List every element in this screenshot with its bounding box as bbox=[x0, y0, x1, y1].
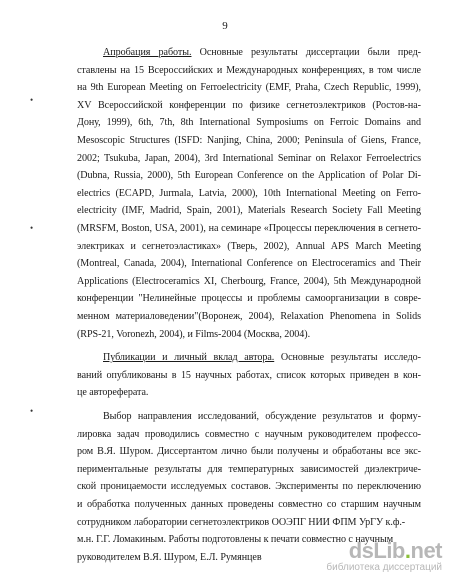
publications-line bbox=[103, 351, 421, 365]
page-number: 9 bbox=[222, 20, 228, 32]
margin-mark: • bbox=[30, 223, 34, 233]
contribution-line: лировка задач проводились совместно с научным руководителем профессо- bbox=[77, 428, 421, 440]
publications-line-text: Основные результаты исследо- bbox=[280, 352, 421, 364]
contribution-line: ской проницаемости исследуемых составов. Эксперименты по переключению bbox=[77, 481, 421, 493]
approbation-line: (Dubna, Russia, 2000), 5th European Conference on the Application of Polar Di- bbox=[77, 170, 421, 182]
approbation-line: electricity (IMF, Madrid, Spain, 2001), Materials Research Society Fall Meeting bbox=[77, 205, 421, 217]
approbation-line: XV Всероссийской конференции по физике сегнетоэлектриков (Ростов-на- bbox=[77, 99, 421, 111]
publications-line: ваний опубликованы в 15 научных работах, список которых приведен в кон- bbox=[77, 369, 421, 381]
margin-mark: • bbox=[30, 406, 34, 416]
publications-line: це автореферата. bbox=[77, 387, 149, 399]
approbation-line: (MRSFM, Boston, USA, 2001), на семинаре «Процессы переключения в сегнето- bbox=[77, 223, 421, 234]
approbation-line: электриках и сегнетоэластиках» (Тверь, 2002), Annual APS March Meeting bbox=[77, 240, 421, 252]
approbation-line bbox=[103, 46, 421, 60]
contribution-line: ром В.Я. Шуром. Диссертантом лично были получены и обработаны все экс- bbox=[77, 446, 421, 458]
contribution-line: Выбор направления исследований, обсуждение результатов и форму- bbox=[103, 411, 421, 422]
approbation-line: electrics (ECAPD, Jurmala, Latvia, 2000), 10th International Meeting on Ferro- bbox=[77, 187, 421, 199]
approbation-line: Дону, 1999), 6th, 7th, 8th International Symposiums on Ferroic Domains and bbox=[77, 117, 421, 129]
approbation-line: ставлены на 15 Всероссийских и Международных конференциях, в том числе bbox=[77, 64, 421, 76]
approbation-line: менном материаловедении"(Воронеж, 2004), Relaxation Phenomena in Solids bbox=[77, 311, 421, 322]
contribution-line: руководителем В.Я. Шуром, Е.Л. Румянцев bbox=[77, 551, 262, 563]
contribution-line: сотрудником лаборатории сегнетоэлектриков ООЭПГ НИИ ФПМ УрГУ к.ф.- bbox=[77, 516, 406, 528]
publications-heading: Публикации и личный вклад автора. bbox=[103, 352, 275, 364]
approbation-line: конференции "Нелинейные процессы и проблемы самоорганизации в совре- bbox=[77, 293, 421, 305]
margin-mark: • bbox=[30, 95, 34, 105]
approbation-line: 2002; Tsukuba, Japan, 2004), 3rd International Seminar on Relaxor Ferroelectrics bbox=[77, 152, 421, 164]
contribution-line: периментальные результаты для температурных зависимостей диэлектриче- bbox=[77, 463, 421, 475]
approbation-line: Applications (Electroceramics XI, Cherbourg, France, 2004), 5th Международной bbox=[77, 275, 421, 287]
contribution-line: и обработка полученных данных проведены совместно со старшим научным bbox=[77, 499, 421, 510]
approbation-heading: Апробация работы. bbox=[103, 47, 192, 58]
approbation-line: Mesoscopic Structures (ISFD: Nanjing, China, 2000; Peninsula of Giens, France, bbox=[77, 135, 421, 146]
approbation-line: (RPS-21, Voronezh, 2004), и Films-2004 (Москва, 2004). bbox=[77, 328, 311, 340]
contribution-line: м.н. Г.Г. Ломакиным. Работы подготовлены к печати совместно с научным bbox=[77, 534, 394, 546]
approbation-line: (Montreal, Canada, 2004), International Conference on Electroceramics and Their bbox=[77, 258, 421, 270]
watermark-logo: dsLib.net bbox=[348, 538, 442, 563]
approbation-line-text: Основные результаты диссертации были пред- bbox=[199, 47, 421, 58]
site-watermark bbox=[326, 540, 442, 573]
approbation-line: на 9th European Meeting on Ferroelectricity (EMF, Praha, Czech Republic, 1999), bbox=[77, 82, 421, 94]
watermark-subtitle: библиотека диссертаций bbox=[326, 562, 442, 573]
